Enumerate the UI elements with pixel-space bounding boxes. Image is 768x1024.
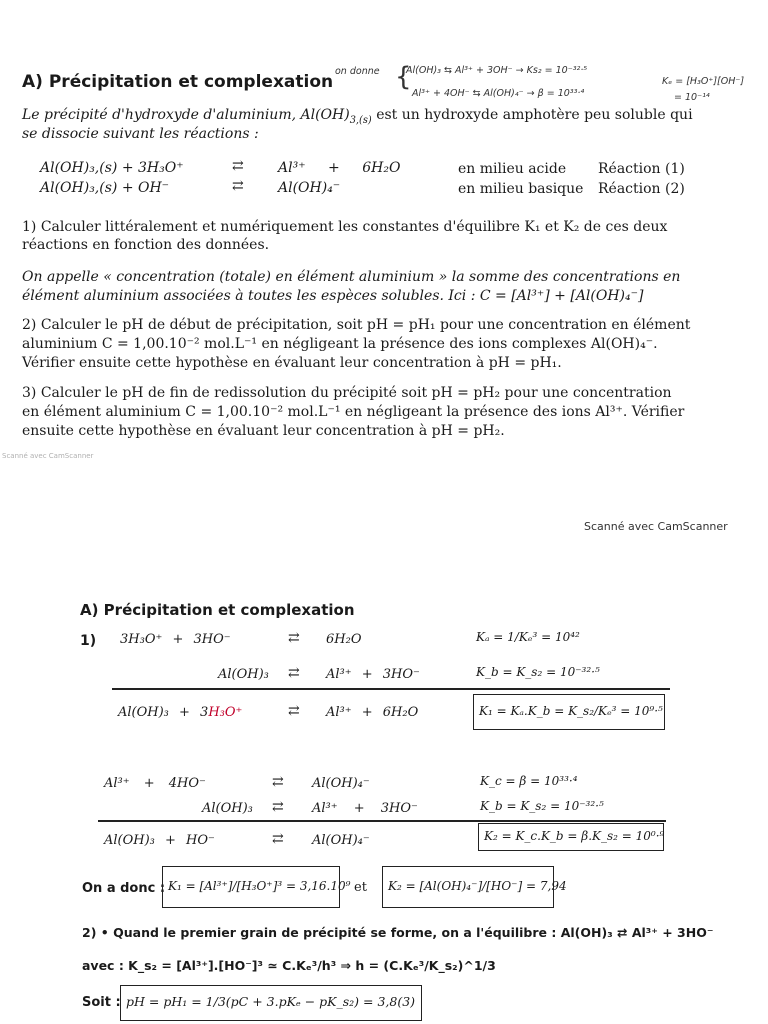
- solution-title: A) Précipitation et complexation: [80, 601, 355, 619]
- solution-2-line: 2) • Quand le premier grain de précipité se forme, on a l'équilibre : Al(OH)₃ ⇄ Al³⁺ + 3HO⁻: [82, 925, 714, 940]
- question-3-line-1: 3) Calculer le pH de fin de redissolution du précipité soit pH = pH₂ pour une concentration: [22, 385, 672, 401]
- s2-r2-arrow: ⇄: [272, 799, 284, 815]
- intro-line-2: se dissocie suivant les réactions :: [22, 126, 259, 142]
- handwritten-on-donne: on donne: [335, 66, 380, 77]
- reaction-1-condition: en milieu acide: [458, 161, 567, 177]
- s1-r1-k: Kₐ = 1/Kₑ³ = 10⁴²: [476, 630, 580, 644]
- handwritten-ke-value: = 10⁻¹⁴: [674, 92, 710, 103]
- handwritten-eq-1: Al(OH)₃ ⇆ Al³⁺ + 3OH⁻ → Ks₂ = 10⁻³²·⁵: [406, 65, 588, 76]
- solution-2-avec: avec : K_s₂ = [Al³⁺].[HO⁻]³ ≃ C.Kₑ³/h³ ⇒ h = (C.Kₑ³/K_s₂)^1/3: [82, 958, 496, 973]
- reaction-1-arrow: ⇄: [232, 158, 244, 174]
- reaction-1-label: Réaction (1): [598, 161, 685, 177]
- ph1-result: pH = pH₁ = 1/3(pC + 3.pKₑ − pK_s₂) = 3,8(3): [126, 994, 416, 1009]
- reaction-2-arrow: ⇄: [232, 178, 244, 194]
- s1-sum-lhs-red: H₃O⁺: [208, 705, 243, 720]
- handwritten-ke: Kₑ = [H₃O⁺][OH⁻]: [662, 76, 745, 87]
- question-2-line-3: Vérifier ensuite cette hypothèse en évaluant leur concentration à pH = pH₁.: [22, 355, 562, 371]
- question-2-line-1: 2) Calculer le pH de début de précipitation, soit pH = pH₁ pour une concentration en élément: [22, 317, 691, 333]
- k2-result: K₂ = [Al(OH)₄⁻]/[HO⁻] = 7,94: [388, 879, 567, 893]
- s2-r1-arrow: ⇄: [272, 774, 284, 790]
- s2-r1-lhs: Al³⁺ + 4HO⁻: [104, 776, 206, 791]
- reaction-1-rhs: Al³⁺ + 6H₂O: [278, 160, 401, 176]
- reaction-1-lhs: Al(OH)₃,(s) + 3H₃O⁺: [40, 160, 184, 176]
- soit-label: Soit :: [82, 995, 121, 1010]
- s1-r1-lhs: 3H₃O⁺ + 3HO⁻: [120, 632, 231, 647]
- s1-r2-arrow: ⇄: [288, 665, 300, 681]
- handwritten-brace: {: [395, 62, 412, 92]
- intro-sub: 3,(s): [349, 114, 372, 126]
- camscanner-watermark-small: Scanné avec CamScanner: [2, 452, 94, 460]
- reaction-2-condition: en milieu basique: [458, 181, 584, 197]
- definition-line-1: On appelle « concentration (totale) en élément aluminium » la somme des concentrations en: [22, 269, 681, 285]
- question-3-line-3: ensuite cette hypothèse en évaluant leur concentration à pH = pH₂.: [22, 423, 505, 439]
- s2-separator: [98, 820, 666, 822]
- s2-sum-rhs: Al(OH)₄⁻: [312, 833, 370, 848]
- s1-sum-k: K₁ = Kₐ.K_b = K_s₂/Kₑ³ = 10⁹·⁵: [479, 704, 663, 718]
- s1-r1-arrow: ⇄: [288, 630, 300, 646]
- s1-r1-rhs: 6H₂O: [326, 632, 362, 647]
- definition-line-2: élément aluminium associées à toutes les espèces solubles. Ici : C = [Al³⁺] + [Al(OH)₄⁻]: [22, 288, 644, 304]
- question-1-line-2: réactions en fonction des données.: [22, 237, 270, 253]
- k1-result: K₁ = [Al³⁺]/[H₃O⁺]³ = 3,16.10⁹: [168, 879, 351, 893]
- s1-sum-arrow: ⇄: [288, 703, 300, 719]
- s1-r2-rhs: Al³⁺ + 3HO⁻: [326, 667, 420, 682]
- reaction-2-label: Réaction (2): [598, 181, 685, 197]
- s2-r1-k: K_c = β = 10³³·⁴: [480, 774, 578, 788]
- s2-sum-arrow: ⇄: [272, 831, 284, 847]
- reaction-2-rhs: Al(OH)₄⁻: [278, 180, 341, 196]
- s2-sum-lhs: Al(OH)₃ + HO⁻: [104, 833, 215, 848]
- statement-title: A) Précipitation et complexation: [22, 72, 334, 92]
- s1-sum-rhs: Al³⁺ + 6H₂O: [326, 705, 419, 720]
- s1-r2-k: K_b = K_s₂ = 10⁻³²·⁵: [476, 665, 600, 679]
- intro-text-b: est un hydroxyde amphotère peu soluble qui: [376, 107, 693, 123]
- solution-number-1: 1): [80, 633, 97, 649]
- question-3-line-2: en élément aluminium C = 1,00.10⁻² mol.L⁻¹ en négligeant la présence des ions Al³⁺. Vérifier: [22, 404, 685, 420]
- camscanner-footer: Scanné avec CamScanner: [584, 520, 728, 533]
- on-a-donc-label: On a donc :: [82, 881, 166, 896]
- s2-r2-lhs: Al(OH)₃: [202, 801, 253, 816]
- s1-r2-lhs: Al(OH)₃: [218, 667, 269, 682]
- handwritten-eq-2: Al³⁺ + 4OH⁻ ⇆ Al(OH)₄⁻ → β = 10³³·⁴: [412, 88, 585, 99]
- reaction-2-lhs: Al(OH)₃,(s) + OH⁻: [40, 180, 170, 196]
- question-1-line-1: 1) Calculer littéralement et numériquement les constantes d'équilibre K₁ et K₂ de ces deux: [22, 219, 668, 235]
- s2-sum-k: K₂ = K_c.K_b = β.K_s₂ = 10⁰·⁹: [484, 829, 665, 843]
- s1-separator: [112, 688, 670, 690]
- s2-r2-k: K_b = K_s₂ = 10⁻³²·⁵: [480, 799, 604, 813]
- et-label: et: [354, 880, 367, 895]
- question-2-line-2: aluminium C = 1,00.10⁻² mol.L⁻¹ en négligeant la présence des ions complexes Al(OH)₄⁻.: [22, 336, 658, 352]
- intro-text-a: Le précipité d'hydroxyde d'aluminium, Al(OH): [22, 107, 350, 123]
- s1-sum-lhs-text: Al(OH)₃ + 3: [118, 705, 209, 720]
- s2-r2-rhs: Al³⁺ + 3HO⁻: [312, 801, 418, 816]
- s1-sum-lhs: [118, 705, 242, 720]
- s2-r1-rhs: Al(OH)₄⁻: [312, 776, 370, 791]
